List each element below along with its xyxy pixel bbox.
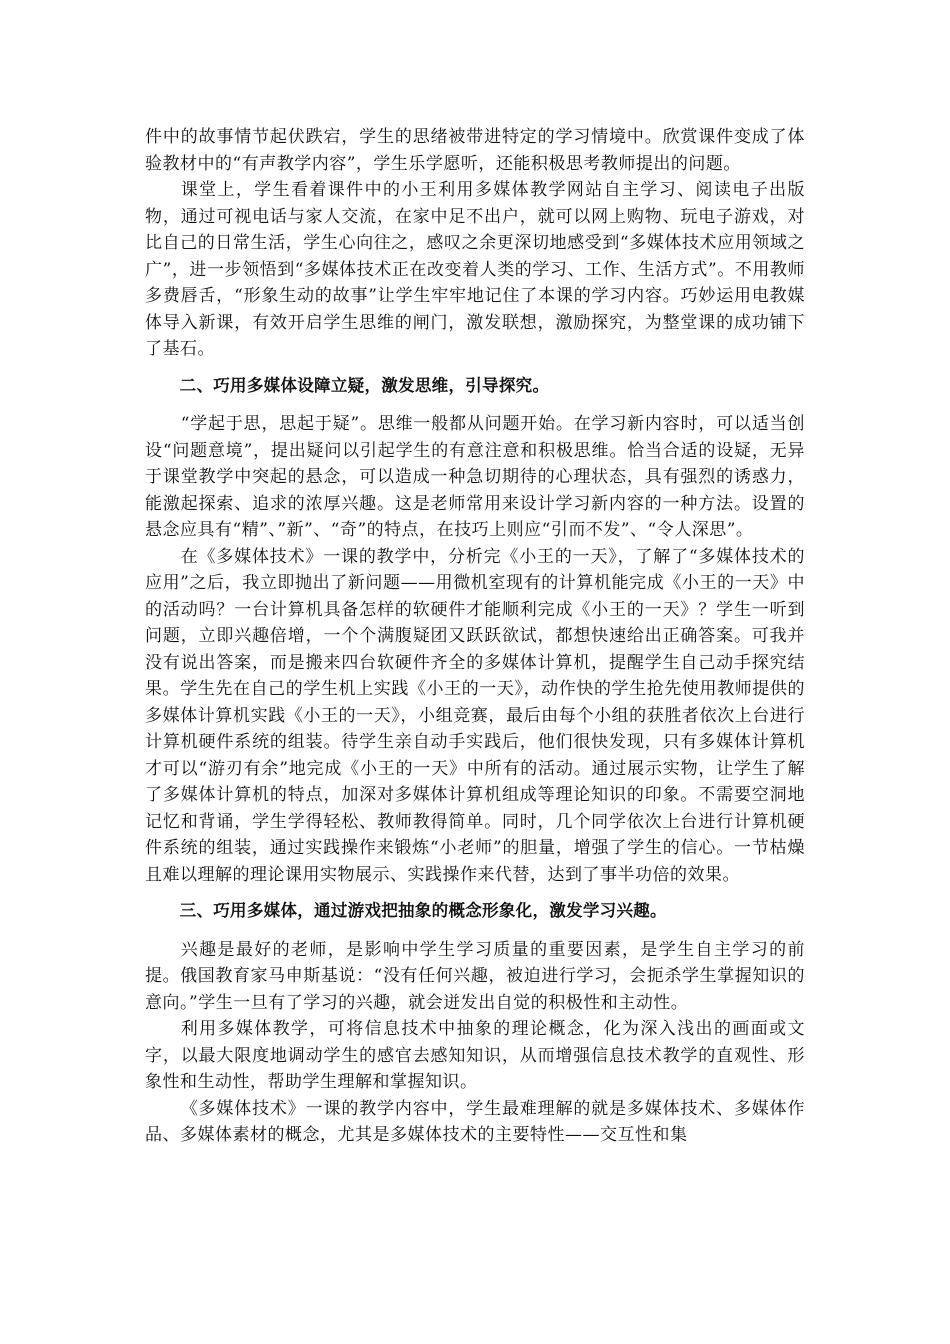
- paragraph-continued: 件中的故事情节起伏跌宕，学生的思绪被带进特定的学习情境中。欣赏课件变成了体验教材中的“有声教学内容”，学生乐学愿听，还能积极思考教师提出的问题。: [145, 127, 805, 174]
- paragraph-classroom: 课堂上，学生看着课件中的小王利用多媒体教学网站自主学习、阅读电子出版物，通过可视电话与家人交流，在家中足不出户，就可以网上购物、玩电子游戏，对比自己的日常生活，学生心向往之，感叹之余更深切地感受到“多媒体技术应用领域之广”，进一步领悟到“多媒体技术正在改变着人类的学习、工作、生活方式”。不用教师多费唇舌，“形象生动的故事”让学生牢牢地记住了本课的学习内容。巧妙运用电教媒体导入新课，有效开启学生思维的闸门，激发联想，激励探究，为整堂课的成功铺下了基石。: [145, 180, 805, 359]
- paragraph-multimedia-teaching: 利用多媒体教学，可将信息技术中抽象的理论概念，化为深入浅出的画面或文字，以最大限度地调动学生的感官去感知知识，从而增强信息技术教学的直观性、形象性和生动性，帮助学生理解和掌握知识。: [145, 1019, 805, 1092]
- paragraph-concepts: 《多媒体技术》一课的教学内容中，学生最难理解的就是多媒体技术、多媒体作品、多媒体素材的概念，尤其是多媒体技术的主要特性——交互性和集: [145, 1098, 805, 1145]
- document-page: [145, 124, 805, 1149]
- paragraph-questioning: “学起于思，思起于疑”。思维一般都从问题开始。在学习新内容时，可以适当创设“问题意境”，提出疑问以引起学生的有意注意和积极思维。恰当合适的设疑，无异于课堂教学中突起的悬念，可以造成一种急切期待的心理状态，具有强烈的诱惑力，能激起探索、追求的浓厚兴趣。这是老师常用来设计学习新内容的一种方法。设置的悬念应具有“精”、”新”、“奇”的特点，在技巧上则应“引而不发”、“令人深思”。: [145, 414, 805, 540]
- paragraph-interest: 兴趣是最好的老师，是影响中学生学习质量的重要因素，是学生自主学习的前提。俄国教育家马申斯基说：“没有任何兴趣，被迫进行学习，会扼杀学生掌握知识的意向。”学生一旦有了学习的兴趣，就会迸发出自觉的积极性和主动性。: [145, 939, 805, 1013]
- section-heading-2: 二、巧用多媒体设障立疑，激发思维，引导探究。: [179, 375, 550, 395]
- section-heading-3: 三、巧用多媒体，通过游戏把抽象的概念形象化，激发学习兴趣。: [179, 901, 667, 920]
- paragraph-lesson-example: 在《多媒体技术》一课的教学中，分析完《小王的一天》，了解了“多媒体技术的应用”之后，我立即抛出了新问题——用微机室现有的计算机能完成《小王的一天》中的活动吗？一台计算机具备怎样的软硬件才能顺利完成《小王的一天》？学生一听到问题，立即兴趣倍增，一个个满腹疑团又跃跃欲试，都想快速给出正确答案。可我并没有说出答案，而是搬来四台软硬件齐全的多媒体计算机，提醒学生自己动手探究结果。学生先在自己的学生机上实践《小王的一天》，动作快的学生抢先使用教师提供的多媒体计算机实践《小王的一天》，小组竞赛，最后由每个小组的获胜者依次上台进行计算机硬件系统的组装。待学生亲自动手实践后，他们很快发现，只有多媒体计算机才可以“游刃有余”地完成《小王的一天》中所有的活动。通过展示实物，让学生了解了多媒体计算机的特点，加深对多媒体计算机组成等理论知识的印象。不需要空洞地记忆和背诵，学生学得轻松、教师教得简单。同时，几个同学依次上台进行计算机硬件系统的组装，通过实践操作来锻炼“小老师”的胆量，增强了学生的信心。一节枯燥且难以理解的理论课用实物展示、实践操作来代替，达到了事半功倍的效果。: [145, 546, 805, 885]
